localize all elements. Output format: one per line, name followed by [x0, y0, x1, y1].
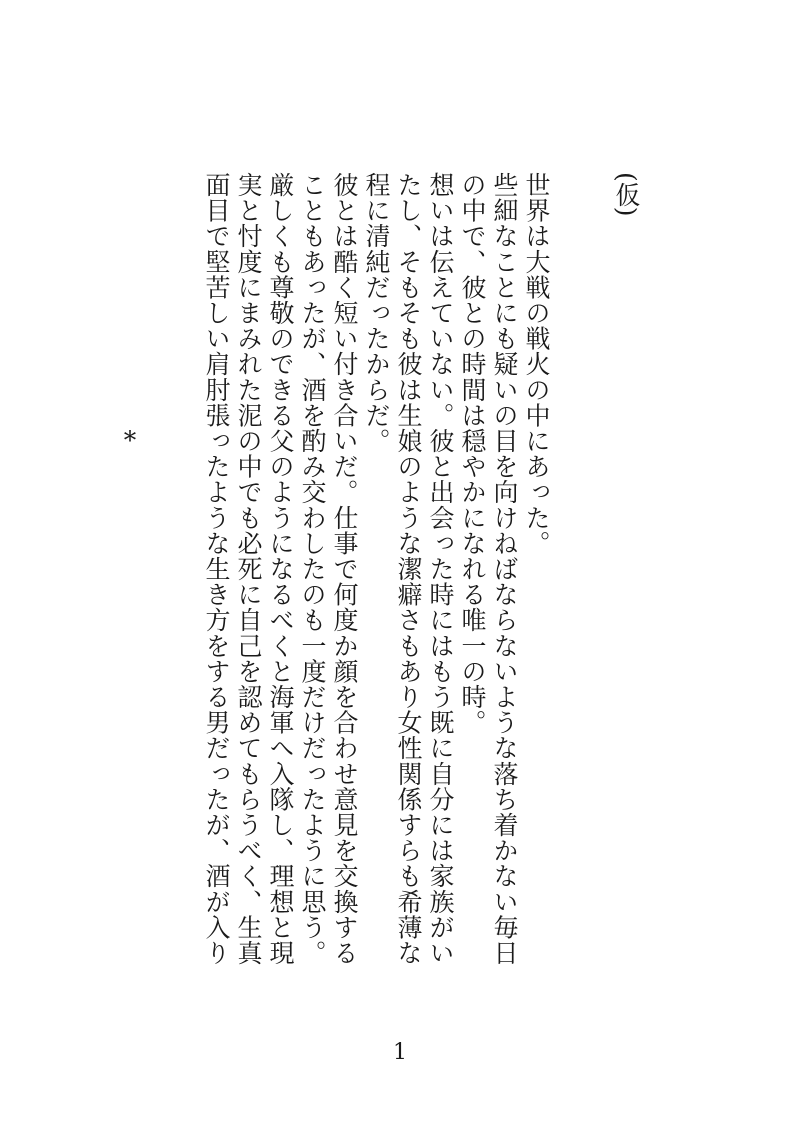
- section-divider: *: [123, 426, 137, 455]
- paragraph-3: 想いは伝えていない。彼と出会った時にはもう既に自分には家族がいたし、そもそも彼は生娘のような潔癖さもあり女性関係すらも希薄な程に清純だったからだ。: [362, 172, 455, 966]
- chapter-title: (仮): [612, 172, 641, 217]
- body-text: [200, 172, 552, 972]
- paragraph-1: 世界は大戦の戦火の中にあった。: [522, 172, 551, 556]
- paragraph-4: 彼とは酷く短い付き合いだ。仕事で何度か顔を合わせ意見を交換することもあったが、酒を酌み交わしたのも一度だけだったように思う。: [298, 172, 359, 966]
- page-number: 1: [393, 1040, 407, 1065]
- paragraph-5: 厳しくも尊敬のできる父のようになるべくと海軍へ入隊し、理想と現実と忖度にまみれた泥の中でも必死に自己を認めてもらうべく、生真面目で堅苦しい肩肘張ったような生き方をする男だったが、酒が入り: [202, 172, 295, 966]
- paragraph-2: 些細なことにも疑いの目を向けねばならないような落ち着かない毎日の中で、彼との時間は穏やかになれる唯一の時。: [458, 172, 519, 966]
